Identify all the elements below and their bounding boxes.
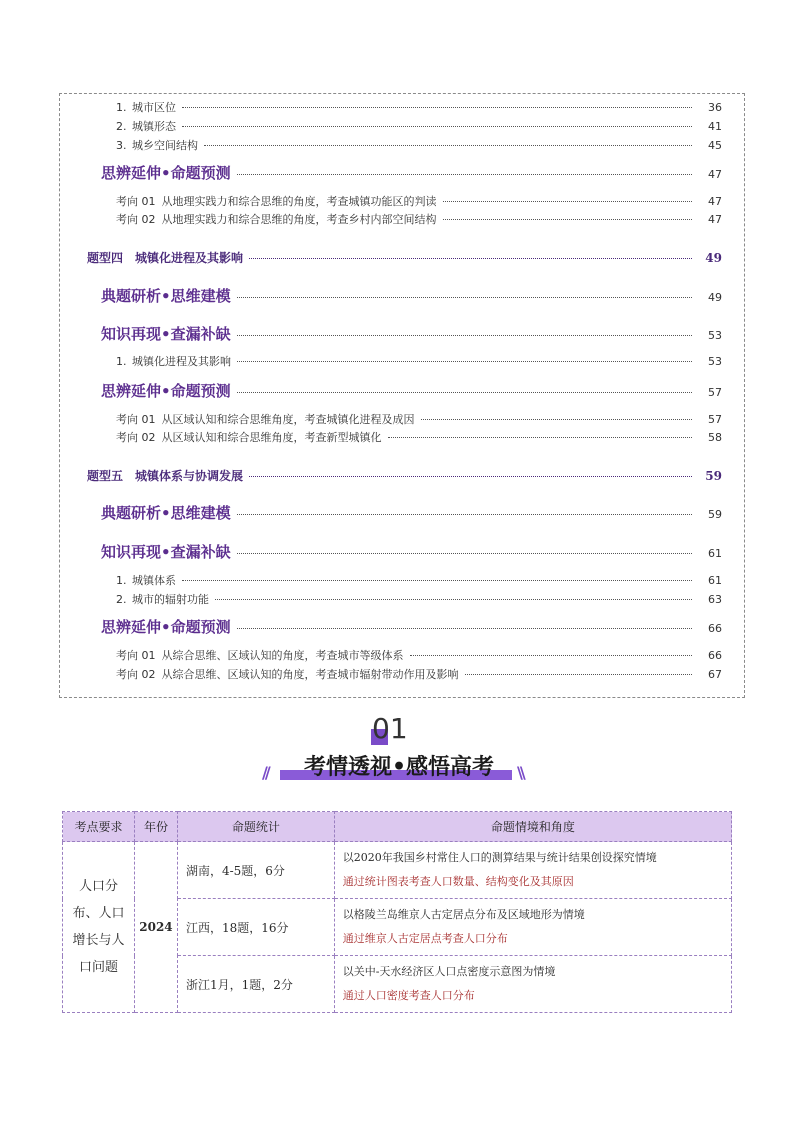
dot-leader (182, 126, 692, 127)
kaoxiang-tag: 考向 01 (116, 649, 156, 662)
toc-text: 城镇形态 (132, 120, 176, 133)
context-text: 以格陵兰岛维京人古定居点分布及区域地形为情境 (342, 908, 585, 921)
dot-leader (182, 107, 692, 108)
kaoxiang-tag: 考向 01 (116, 195, 156, 208)
toc-page: 47 (708, 168, 722, 181)
stat-cell: 浙江1月，1题，2分 (177, 956, 334, 1013)
table-header: 命题统计 (177, 812, 334, 842)
stat-cell: 湖南，4-5题，6分 (177, 842, 334, 899)
toc-page: 66 (708, 649, 722, 662)
toc-text: 从区域认知和综合思维角度，考查城镇化进程及成因 (161, 413, 415, 426)
dot-leader (249, 476, 692, 477)
stat-cell: 江西，18题，16分 (177, 899, 334, 956)
toc-text: 思辨延伸•命题预测 (101, 382, 231, 400)
dot-leader (421, 419, 693, 420)
context-cell (334, 842, 731, 899)
toc-subheading[interactable] (101, 323, 722, 344)
toc-page: 59 (705, 469, 722, 483)
toc-subheading[interactable] (101, 285, 722, 306)
toc-subheading[interactable] (101, 380, 722, 401)
context-text: 以2020年我国乡村常住人口的测算结果与统计结果创设探究情境 (342, 851, 657, 864)
toc-num: 1. (116, 101, 127, 114)
kaoxiang-tag: 考向 02 (116, 668, 156, 681)
toc-kaoxiang[interactable] (116, 193, 722, 209)
dot-leader (237, 174, 692, 175)
toc-num: 2. (116, 593, 127, 606)
left-slash-decoration: // (262, 763, 268, 782)
toc-main-heading[interactable] (87, 467, 722, 484)
toc-entry[interactable] (116, 353, 722, 369)
toc-text: 从综合思维、区域认知的角度，考查城市等级体系 (161, 649, 404, 662)
angle-text: 通过统计图表考查人口数量、结构变化及其原因 (342, 875, 574, 888)
toc-page: 49 (705, 251, 722, 265)
table-row (63, 842, 732, 899)
toc-kaoxiang[interactable] (116, 429, 722, 445)
toc-page: 47 (708, 195, 722, 208)
toc-page: 63 (708, 593, 722, 606)
toc-entry[interactable] (116, 591, 722, 607)
toc-kaoxiang[interactable] (116, 647, 722, 663)
toc-text: 城市区位 (132, 101, 176, 114)
toc-entry[interactable] (116, 99, 722, 115)
dot-leader (237, 628, 692, 629)
toc-box (59, 93, 745, 698)
toc-entry[interactable] (116, 572, 722, 588)
kaoxiang-tag: 考向 01 (116, 413, 156, 426)
toc-kaoxiang[interactable] (116, 666, 722, 682)
toc-num: 1. (116, 574, 127, 587)
section-number: 01 (372, 712, 408, 745)
dot-leader (237, 553, 692, 554)
toc-page: 61 (708, 574, 722, 587)
dot-leader (215, 599, 692, 600)
toc-num: 3. (116, 139, 127, 152)
toc-text: 典题研析•思维建模 (101, 287, 231, 305)
toc-page: 49 (708, 291, 722, 304)
exam-analysis-table (62, 811, 732, 1013)
toc-text: 题型四 城镇化进程及其影响 (87, 251, 244, 265)
dot-leader (443, 219, 693, 220)
section-title: 考情透视•感悟高考 (303, 754, 495, 780)
dot-leader (237, 392, 692, 393)
kaoxiang-tag: 考向 02 (116, 431, 156, 444)
table-header: 考点要求 (63, 812, 135, 842)
toc-page: 61 (708, 547, 722, 560)
toc-text: 思辨延伸•命题预测 (101, 618, 231, 636)
toc-text: 思辨延伸•命题预测 (101, 164, 231, 182)
toc-text: 典题研析•思维建模 (101, 504, 231, 522)
toc-page: 45 (708, 139, 722, 152)
dot-leader (388, 437, 693, 438)
toc-entry[interactable] (116, 137, 722, 153)
toc-text: 从综合思维、区域认知的角度，考查城市辐射带动作用及影响 (161, 668, 459, 681)
angle-text: 通过维京人古定居点考查人口分布 (342, 932, 508, 945)
table-header: 命题情境和角度 (334, 812, 731, 842)
dot-leader (249, 258, 692, 259)
toc-page: 47 (708, 213, 722, 226)
dot-leader (237, 297, 692, 298)
dot-leader (237, 335, 692, 336)
toc-text: 知识再现•查漏补缺 (101, 543, 231, 561)
dot-leader (182, 580, 692, 581)
toc-page: 67 (708, 668, 722, 681)
toc-subheading[interactable] (101, 616, 722, 637)
context-text: 以关中-天水经济区人口点密度示意图为情境 (342, 965, 556, 978)
toc-page: 53 (708, 355, 722, 368)
toc-text: 城镇体系 (132, 574, 176, 587)
toc-text: 从地理实践力和综合思维的角度，考查乡村内部空间结构 (161, 213, 437, 226)
table-header: 年份 (134, 812, 177, 842)
toc-page: 66 (708, 622, 722, 635)
toc-text: 从地理实践力和综合思维的角度，考查城镇功能区的判读 (161, 195, 437, 208)
context-cell (334, 899, 731, 956)
kaoxiang-tag: 考向 02 (116, 213, 156, 226)
kaodian-cell (63, 842, 135, 1013)
toc-kaoxiang[interactable] (116, 211, 722, 227)
kaodian-text: 人口分布、人口增长与人口问题 (72, 879, 125, 975)
dot-leader (237, 361, 692, 362)
table-header-row (63, 812, 732, 842)
toc-num: 1. (116, 355, 127, 368)
toc-num: 2. (116, 120, 127, 133)
toc-subheading[interactable] (101, 541, 722, 562)
angle-text: 通过人口密度考查人口分布 (342, 989, 475, 1002)
toc-text: 从区域认知和综合思维角度，考查新型城镇化 (161, 431, 382, 444)
toc-page: 58 (708, 431, 722, 444)
toc-text: 知识再现•查漏补缺 (101, 325, 231, 343)
dot-leader (237, 514, 692, 515)
toc-page: 36 (708, 101, 722, 114)
toc-entry[interactable] (116, 118, 722, 134)
toc-page: 57 (708, 413, 722, 426)
context-cell (334, 956, 731, 1013)
dot-leader (204, 145, 692, 146)
toc-text: 城市的辐射功能 (132, 593, 209, 606)
dot-leader (410, 655, 693, 656)
toc-subheading[interactable] (101, 162, 722, 183)
toc-page: 57 (708, 386, 722, 399)
year-cell: 2024 (134, 842, 177, 1013)
toc-page: 53 (708, 329, 722, 342)
right-slash-decoration: \\ (517, 763, 523, 782)
toc-main-heading[interactable] (87, 249, 722, 266)
dot-leader (443, 201, 693, 202)
toc-text: 城镇化进程及其影响 (132, 355, 231, 368)
dot-leader (465, 674, 693, 675)
toc-kaoxiang[interactable] (116, 411, 722, 427)
toc-text: 题型五 城镇体系与协调发展 (87, 469, 244, 483)
toc-text: 城乡空间结构 (132, 139, 198, 152)
toc-subheading[interactable] (101, 502, 722, 523)
toc-page: 59 (708, 508, 722, 521)
toc-page: 41 (708, 120, 722, 133)
